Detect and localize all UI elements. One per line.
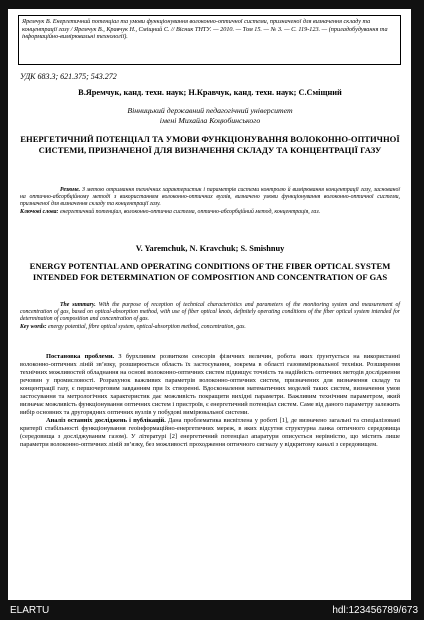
summary-en-text: With the purpose of reception of technical characteristics and parameters of the monitoring system and measurement of concentration of gas, based on optical-absorption method, with use of fiber optical knots, definitely operating conditions of the fiber optical system intended for determination of composition and concentration of gas. — [20, 302, 401, 323]
summary-en-label: The summary. — [60, 302, 96, 308]
paragraph-problem — [20, 353, 400, 417]
institution-line-1: Вінницький державний педагогічний університет — [127, 106, 293, 115]
keywords-uk-text: енергетичний потенціал, волоконно-оптична система, оптично-абсорбційний метод, концентрація, газ. — [59, 208, 321, 215]
body-text — [20, 353, 400, 449]
title-ukrainian: ЕНЕРГЕТИЧНИЙ ПОТЕНЦІАЛ ТА УМОВИ ФУНКЦІОНУВАННЯ ВОЛОКОННО-ОПТИЧНОЇ СИСТЕМИ, ПРИЗНАЧЕНОЇ ДЛЯ ВИЗНАЧЕННЯ СКЛАДУ ТА КОНЦЕНТРАЦІЇ ГАЗУ — [20, 134, 400, 155]
institution-line-2: імені Михайла Коцюбинського — [159, 116, 261, 125]
analysis-text: Дана проблематика висвітлена у роботі [1], де визначено загальні та спеціалізовані критерії стабільності функціонування геоінформаційно-енергетичних мереж, в яких відсутня структурна ланка оптичного середовища (середовища з досліджуваним газом). У літературі [2] енергетичний потенціал апаратури описується нерівністю, що містить лише параметри волоконно-оптичних ліній зв’язку, без можливості проходження оптичного сигналу у відкритому каналі з середовищем. — [20, 417, 401, 448]
summary-uk-text: З метою отримання технічних характеристик і параметрів системи контролю й вимірювання концентрації газу, заснованої на оптично-абсорбційному методі з використанням волоконно-оптичних вузлів, визначено умови функціонування волоконно-оптичної системи, призначеної для визначення складу та концентрації газу. — [20, 187, 400, 208]
title-english: ENERGY POTENTIAL AND OPERATING CONDITIONS OF THE FIBER OPTICAL SYSTEM INTENDED FOR DETERMINATION OF COMPOSITION AND CONCENTRATION OF GAS — [29, 261, 391, 282]
problem-text: З бурхливим розвитком сенсорів фізичних величин, робота яких ґрунтується на використанні волоконно-оптичних ліній зв’язку, розширюється область їх застосування, зокрема в області газовимірювальної техніки. Розширення технічних можливостей обладнання на основі волоконно-оптичних систем підвищує точність та надійність оптичних методів дослідження речовин у промисловості. Розрахунок важливих параметрів волоконно-оптичних систем, призначених для визначення складу та концентрації газу, є першочерговим завданням при їх створенні. Вдосконалення математичних моделей таких систем, визначення умов застосування та метрологічних характеристик дає можливість покращити вихідні параметри. Важливим технічним параметром, який визначає можливість функціонування оптичних систем і пристроїв, є енергетичний потенціал систем. Саме від даного параметру залежить вибір основних та другорядних оптичних вузлів у побудові вимірювальної системи. — [20, 353, 400, 416]
footer-handle: hdl:123456789/673 — [332, 605, 418, 616]
problem-heading: Постановка проблеми. — [46, 353, 115, 360]
viewer-footer — [0, 604, 424, 620]
authors-english: V. Yaremchuk, N. Kravchuk; S. Smishnuy — [135, 244, 285, 253]
institution — [20, 106, 400, 126]
paper-page — [8, 9, 411, 600]
summary-english — [20, 302, 400, 331]
udk-code: УДК 683.3; 621.375; 543.272 — [20, 72, 117, 81]
summary-ukrainian — [20, 187, 400, 216]
citation-text: Яремчук В. Енергетичний потенціал та умови функціонування волоконно-оптичної системи, призначеної для визначення складу та концентрації газу / Яремчук В., Кравчук Н., Сміщний С. // Вісник ТНТУ. — 2010. — Том 15. — № 3. — С. 119-123. — (приладобудування та інформаційно-вимірювальні технології). — [22, 18, 388, 41]
paragraph-analysis — [20, 417, 400, 449]
keywords-en-label: Key words: — [20, 323, 47, 330]
keywords-uk-label: Ключові слова: — [20, 208, 59, 215]
footer-source: ELARTU — [10, 605, 50, 616]
citation-box — [18, 15, 401, 65]
analysis-heading: Аналіз останніх досліджень і публікацій. — [46, 417, 166, 424]
summary-uk-label: Резюме. — [60, 187, 81, 193]
authors-ukrainian: В.Яремчук, канд. техн. наук; Н.Кравчук, канд. техн. наук; С.Сміщний — [78, 88, 342, 97]
keywords-en-text: energy potential, fibre optical system, optical-absorption method, concentration, gas. — [48, 323, 246, 330]
